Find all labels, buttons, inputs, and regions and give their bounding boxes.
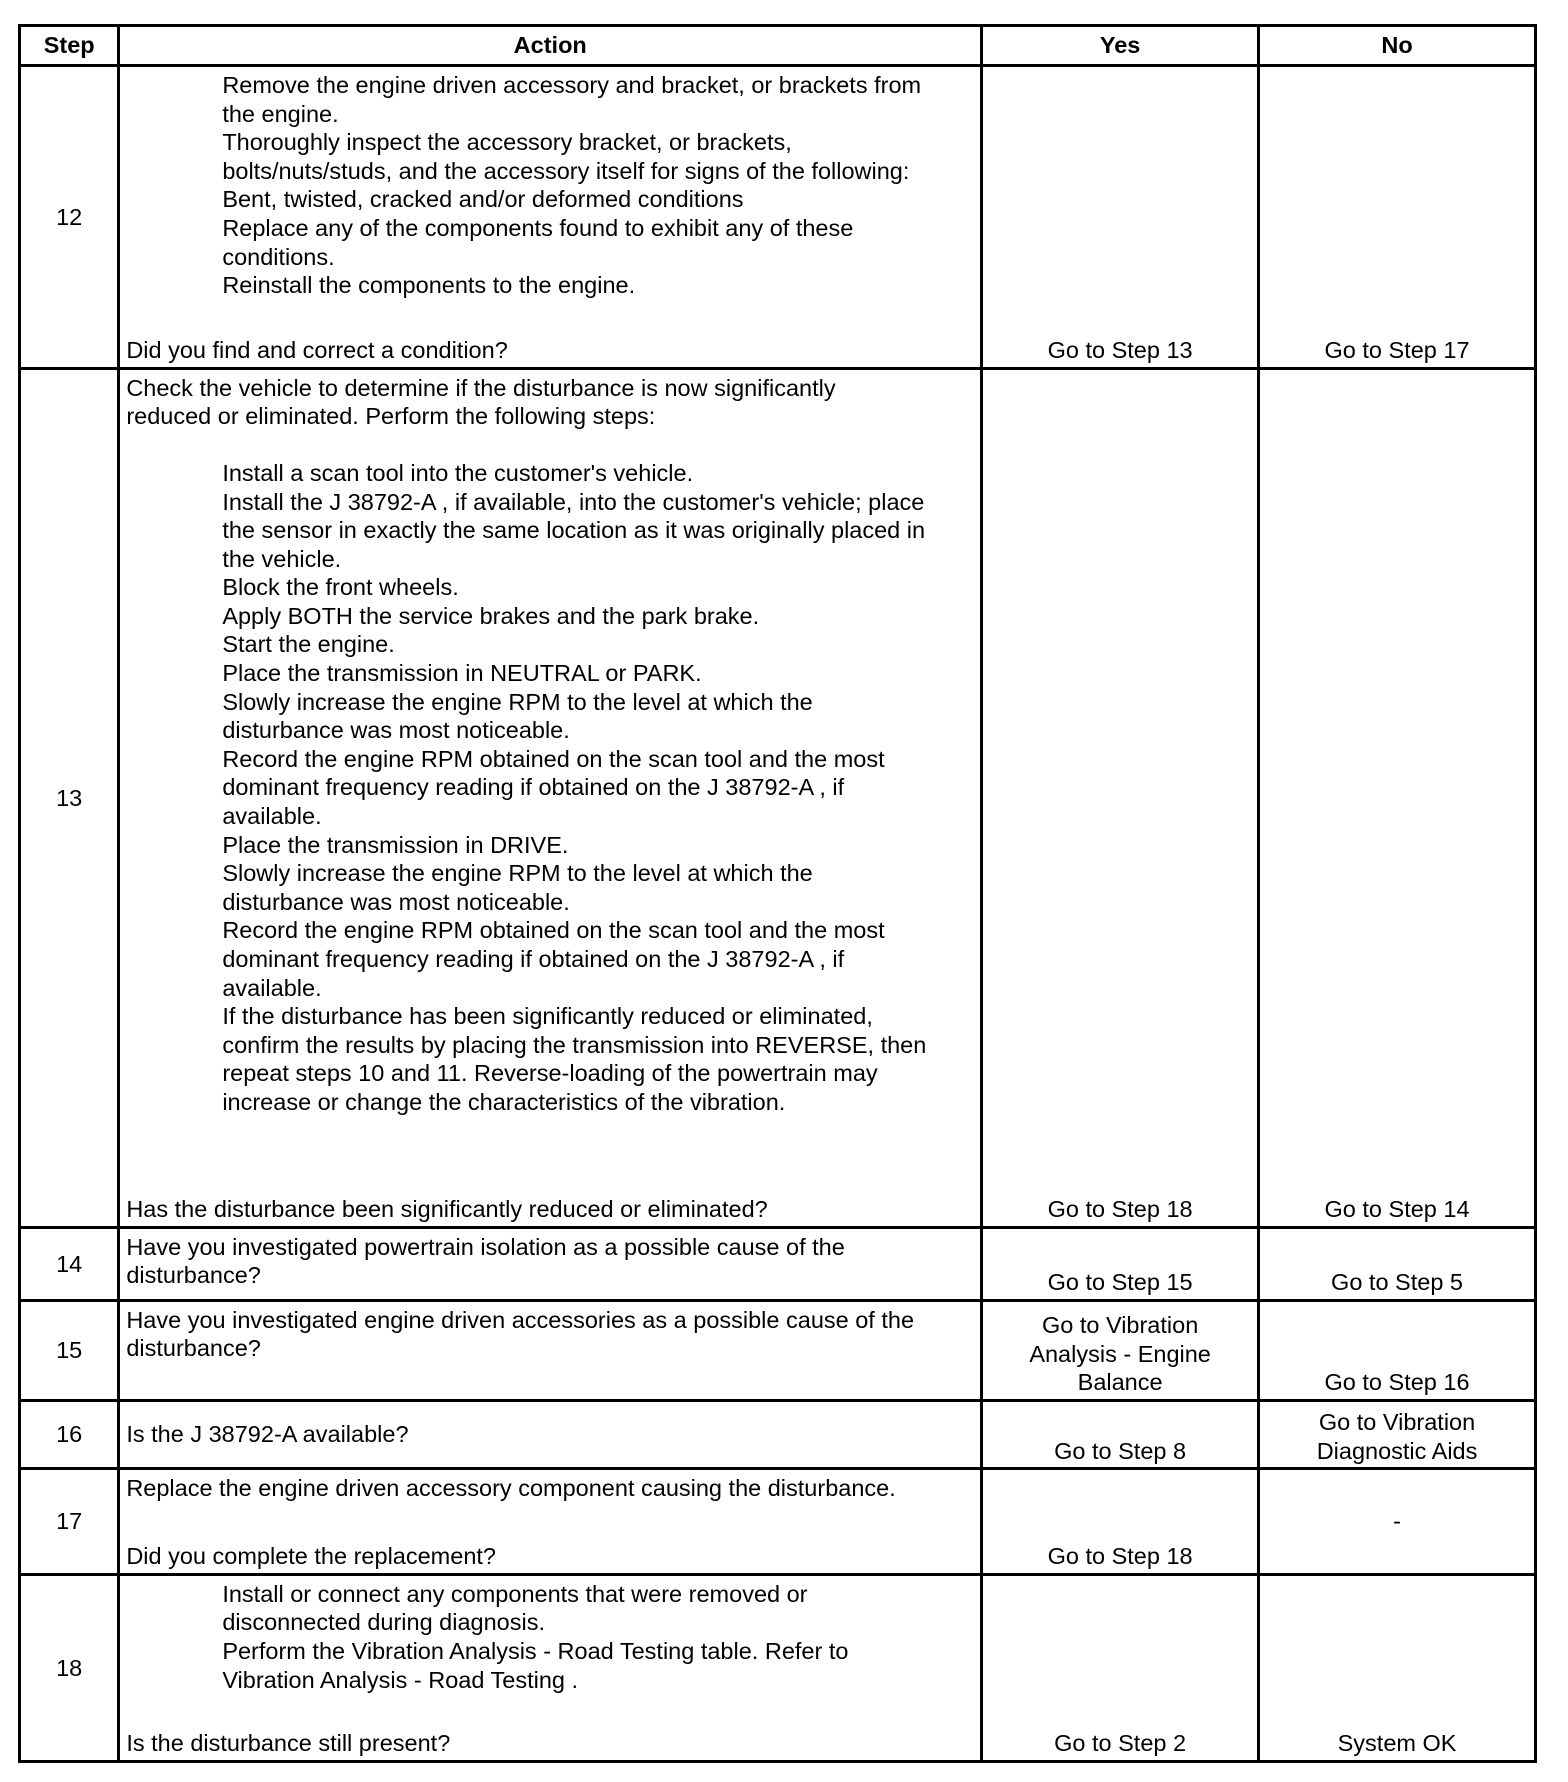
instruction-line: disconnected during diagnosis. xyxy=(222,1609,546,1636)
instruction-line: bolts/nuts/studs, and the accessory itself for signs of the following: xyxy=(222,157,910,184)
no-cell xyxy=(1259,1227,1536,1300)
table-row-step-18 xyxy=(20,1574,1536,1761)
yes-cell xyxy=(982,1469,1259,1575)
instruction-line: disturbance was most noticeable. xyxy=(222,717,570,744)
no-action: System OK xyxy=(1337,1730,1457,1757)
instruction-line: Thoroughly inspect the accessory bracket, or brackets, xyxy=(222,129,792,156)
no-action: Diagnostic Aids xyxy=(1316,1437,1478,1464)
instruction-line: Slowly increase the engine RPM to the level at which the xyxy=(222,688,813,715)
step-number: 13 xyxy=(20,368,119,1227)
instruction-line: Replace any of the components found to exhibit any of these xyxy=(222,214,854,241)
step-number: 18 xyxy=(20,1574,119,1761)
action-cell xyxy=(119,1300,982,1400)
instruction-line: available. xyxy=(222,974,322,1001)
no-action: Go to Vibration xyxy=(1318,1408,1476,1435)
no-cell xyxy=(1259,1469,1536,1575)
step-number: 17 xyxy=(20,1469,119,1575)
question-line: Have you investigated engine driven accessories as a possible cause of the xyxy=(126,1306,915,1333)
instruction-line: conditions. xyxy=(222,243,335,270)
table-row-step-14 xyxy=(20,1227,1536,1300)
yes-cell xyxy=(982,1400,1259,1468)
no-cell xyxy=(1259,66,1536,369)
header-action: Action xyxy=(119,26,982,66)
table-row-step-15 xyxy=(20,1300,1536,1400)
step-number: 12 xyxy=(20,66,119,369)
header-no: No xyxy=(1259,26,1536,66)
question: Did you complete the replacement? xyxy=(126,1543,496,1570)
instruction-line: Record the engine RPM obtained on the scan tool and the most xyxy=(222,745,885,772)
yes-cell xyxy=(982,1574,1259,1761)
instruction-line: dominant frequency reading if obtained on the J 38792-A , if xyxy=(222,946,845,973)
instruction-line: Block the front wheels. xyxy=(222,574,459,601)
question: Has the disturbance been significantly reduced or eliminated? xyxy=(126,1196,768,1223)
action-cell xyxy=(119,1574,982,1761)
instruction-line: Remove the engine driven accessory and bracket, or brackets from xyxy=(222,72,922,98)
instruction-line: Bent, twisted, cracked and/or deformed conditions xyxy=(222,186,744,213)
no-action: Go to Step 14 xyxy=(1324,1196,1470,1223)
instruction-line: Vibration Analysis - Road Testing . xyxy=(222,1666,579,1693)
step-number: 16 xyxy=(20,1400,119,1468)
intro-text xyxy=(126,374,974,431)
instructions xyxy=(126,1580,974,1694)
yes-cell xyxy=(982,66,1259,369)
diagnostic-table xyxy=(18,24,1537,1763)
question: Is the disturbance still present? xyxy=(126,1730,451,1757)
yes-action: Go to Step 13 xyxy=(1047,337,1193,364)
instruction-line: Slowly increase the engine RPM to the level at which the xyxy=(222,860,813,887)
instruction-line: the sensor in exactly the same location as it was originally placed in xyxy=(222,517,926,544)
question-text xyxy=(126,1306,974,1363)
instruction-line: Install the J 38792-A , if available, into the customer's vehicle; place xyxy=(222,488,925,515)
instruction-line: Apply BOTH the service brakes and the park brake. xyxy=(222,602,760,629)
question-line: Is the J 38792-A available? xyxy=(126,1421,409,1448)
yes-cell xyxy=(982,368,1259,1227)
instruction-line: Install a scan tool into the customer's vehicle. xyxy=(222,459,694,486)
yes-action: Analysis - Engine xyxy=(1029,1340,1211,1367)
no-action: - xyxy=(1393,1508,1401,1535)
intro-line: reduced or eliminated. Perform the following steps: xyxy=(126,403,656,430)
instruction-line: disturbance was most noticeable. xyxy=(222,888,570,915)
yes-action: Go to Step 2 xyxy=(1054,1730,1187,1757)
yes-cell xyxy=(982,1227,1259,1300)
action-cell xyxy=(119,368,982,1227)
action-cell xyxy=(119,1227,982,1300)
action-cell xyxy=(119,66,982,369)
instructions xyxy=(126,71,974,300)
instruction-line: the engine. xyxy=(222,100,339,127)
instruction-line: Place the transmission in NEUTRAL or PARK. xyxy=(222,660,702,687)
no-cell xyxy=(1259,1400,1536,1468)
instruction-line: confirm the results by placing the transmission into REVERSE, then xyxy=(222,1031,927,1058)
yes-action: Balance xyxy=(1077,1369,1163,1396)
instruction-line: Replace the engine driven accessory component causing the disturbance. xyxy=(126,1475,896,1502)
action-cell xyxy=(119,1400,982,1468)
table-row-step-17 xyxy=(20,1469,1536,1575)
yes-action: Go to Step 18 xyxy=(1047,1196,1193,1223)
table-row-step-13 xyxy=(20,368,1536,1227)
intro-line: Check the vehicle to determine if the disturbance is now significantly xyxy=(126,374,836,401)
table-row-step-16 xyxy=(20,1400,1536,1468)
no-action: Go to Step 17 xyxy=(1324,337,1470,364)
no-action: Go to Step 5 xyxy=(1331,1269,1463,1296)
question-line: Have you investigated powertrain isolation as a possible cause of the xyxy=(126,1233,845,1260)
instruction-line: repeat steps 10 and 11. Reverse-loading of the powertrain may xyxy=(222,1060,878,1087)
question: Did you find and correct a condition? xyxy=(126,337,508,364)
instruction-line: the vehicle. xyxy=(222,545,342,572)
instruction-line: increase or change the characteristics of the vibration. xyxy=(222,1088,786,1115)
step-number: 14 xyxy=(20,1227,119,1300)
no-action: Go to Step 16 xyxy=(1324,1369,1470,1396)
instruction-line: Place the transmission in DRIVE. xyxy=(222,831,569,858)
instruction-line: Perform the Vibration Analysis - Road Testing table. Refer to xyxy=(222,1638,849,1664)
yes-action: Go to Step 18 xyxy=(1047,1543,1193,1570)
question-line: disturbance? xyxy=(126,1262,261,1289)
instruction-line: Record the engine RPM obtained on the scan tool and the most xyxy=(222,917,885,944)
instruction-line: Install or connect any components that were removed or xyxy=(222,1580,808,1607)
instruction-line: available. xyxy=(222,803,322,830)
yes-action: Go to Step 8 xyxy=(1054,1437,1187,1464)
header-yes: Yes xyxy=(982,26,1259,66)
question-line: disturbance? xyxy=(126,1335,261,1362)
action-cell xyxy=(119,1469,982,1575)
step-number: 15 xyxy=(20,1300,119,1400)
instruction-line: Start the engine. xyxy=(222,631,395,658)
header-row xyxy=(20,26,1536,66)
instructions xyxy=(126,459,974,1117)
instruction-line: If the disturbance has been significantly reduced or eliminated, xyxy=(222,1003,873,1030)
no-cell xyxy=(1259,1300,1536,1400)
table-row-step-12 xyxy=(20,66,1536,369)
instruction-line: Reinstall the components to the engine. xyxy=(222,272,636,299)
no-cell xyxy=(1259,1574,1536,1761)
header-step: Step xyxy=(20,26,119,66)
question-text xyxy=(126,1233,974,1290)
yes-action: Go to Step 15 xyxy=(1047,1269,1193,1296)
instruction-line: dominant frequency reading if obtained on the J 38792-A , if xyxy=(222,774,845,801)
yes-action: Go to Vibration xyxy=(1041,1311,1199,1338)
yes-cell xyxy=(982,1300,1259,1400)
no-cell xyxy=(1259,368,1536,1227)
